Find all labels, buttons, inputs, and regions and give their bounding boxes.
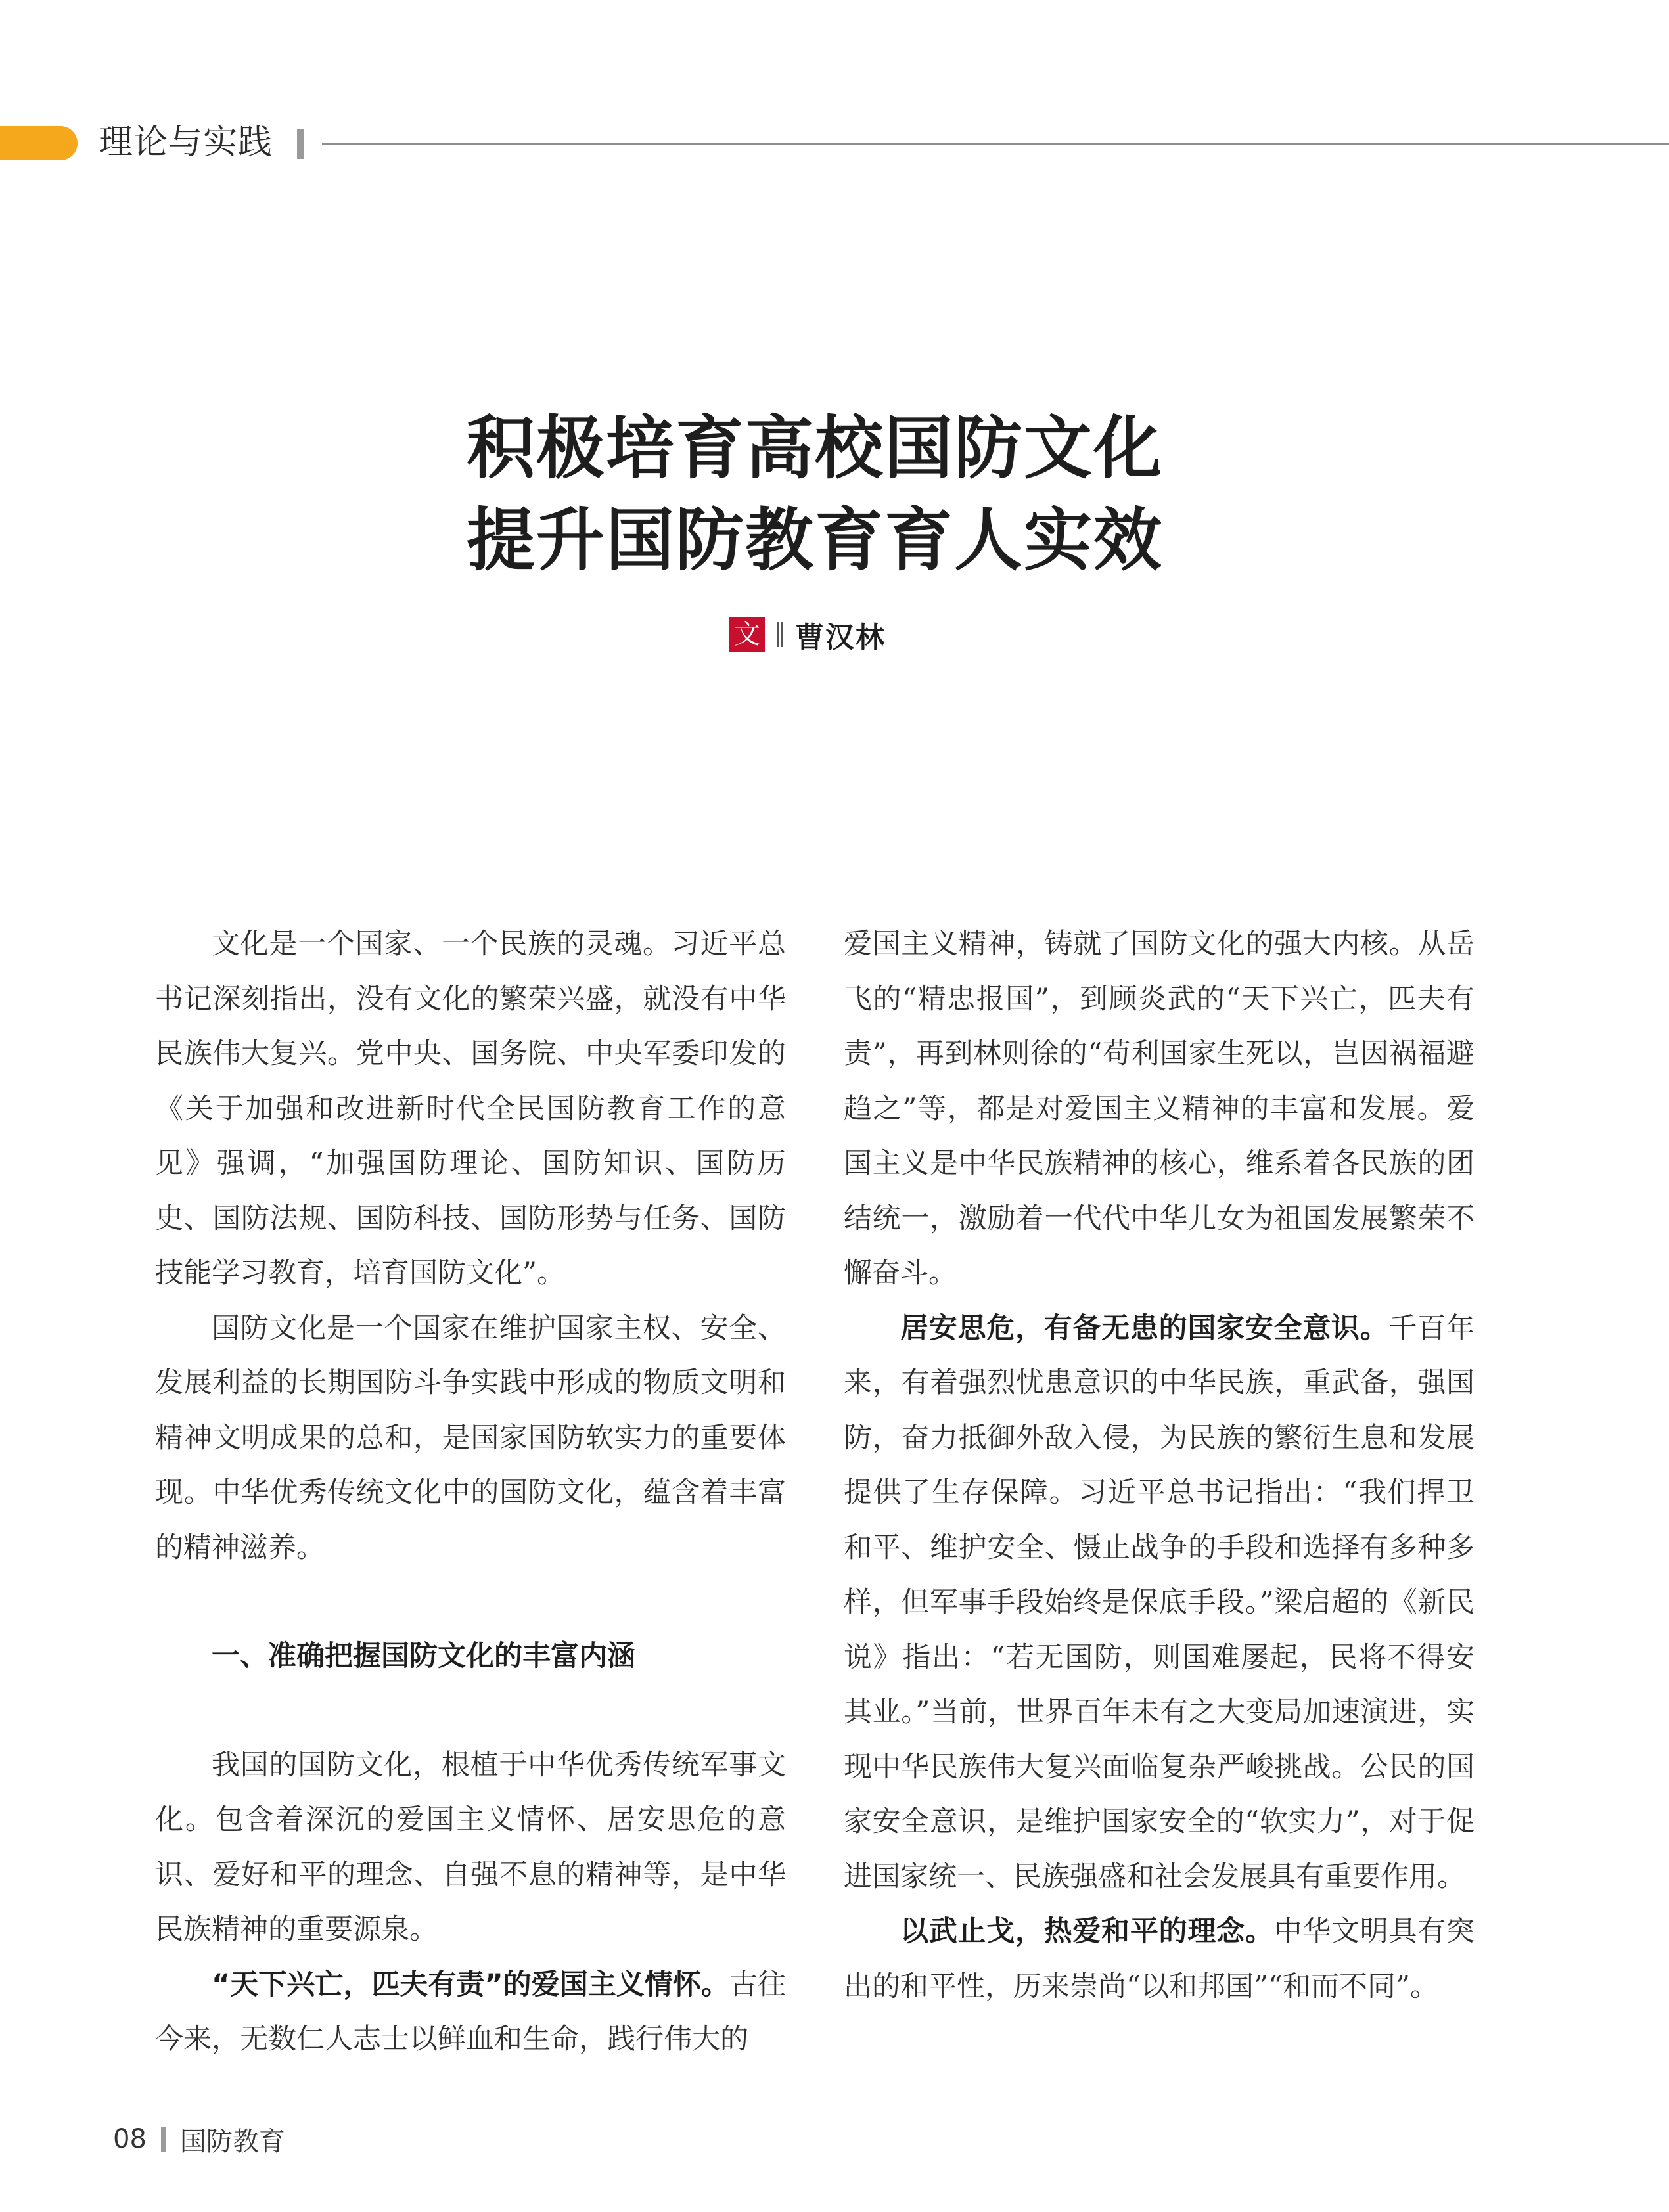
right-paragraph-2-lead: 居安思危，有备无患的国家安全意识。: [900, 1311, 1389, 1345]
left-paragraph-4-text: 古往今来，无数仁人志士以鲜血和生命，践行伟大的: [155, 1968, 786, 2056]
right-paragraph-3-text: 中华文明具有突出的和平性，历来崇尚“以和邦国”“和而不同”。: [844, 1915, 1475, 2003]
section-label: 理论与实践: [99, 123, 273, 162]
author-name: 曹汉林: [795, 621, 886, 654]
magazine-name: 国防教育: [179, 2126, 285, 2157]
left-paragraph-1: 文化是一个国家、一个民族的灵魂。习近平总书记深刻指出，没有文化的繁荣兴盛，就没有中华民族伟大复兴。党中央、国务院、中央军委印发的《关于加强和改进新时代全民国防教育工作的意见》强调，“加强国防理论、国防知识、国防历史、国防法规、国防科技、国防形势与任务、国防技能学习教育，培育国防文化”。: [155, 928, 786, 1290]
byline-separator: [777, 622, 783, 647]
right-paragraph-2: [844, 1301, 1475, 1905]
right-paragraph-3-lead: 以武止戈，热爱和平的理念。: [900, 1915, 1274, 1948]
byline: [729, 615, 886, 654]
section-heading-1: 一、准确把握国防文化的丰富内涵: [212, 1640, 635, 1673]
footer-divider-bar: [161, 2127, 166, 2152]
left-paragraph-4-lead: “天下兴亡，匹夫有责”的爱国主义情怀。: [212, 1968, 729, 2001]
header-rule: [322, 143, 1669, 145]
section-divider-bar: [297, 129, 304, 159]
left-paragraph-2: 国防文化是一个国家在维护国家主权、安全、发展利益的长期国防斗争实践中形成的物质文明和精神文明成果的总和，是国家国防软实力的重要体现。中华优秀传统文化中的国防文化，蕴含着丰富的精神滋养。: [155, 1311, 786, 1564]
right-paragraph-1: 爱国主义精神，铸就了国防文化的强大内核。从岳飞的“精忠报国”，到顾炎武的“天下兴亡，匹夫有责”，再到林则徐的“苟利国家生死以，岂因祸福避趋之”等，都是对爱国主义精神的丰富和发展。爱国主义是中华民族精神的核心，维系着各民族的团结统一，激励着一代代中华儿女为祖国发展繁荣不懈奋斗。: [844, 928, 1475, 1290]
byline-mark: 文: [729, 617, 765, 652]
left-column: [155, 917, 786, 2067]
section-color-tab: [0, 126, 78, 160]
article-title-line-1: 积极培育高校国防文化: [466, 408, 1163, 488]
right-column: [844, 917, 1475, 2014]
right-paragraph-3: [844, 1905, 1475, 2014]
left-paragraph-3: 我国的国防文化，根植于中华优秀传统军事文化。包含着深沉的爱国主义情怀、居安思危的意识、爱好和平的理念、自强不息的精神等，是中华民族精神的重要源泉。: [155, 1748, 786, 1946]
article-title-line-2: 提升国防教育育人实效: [466, 500, 1163, 580]
page-footer: [113, 2119, 285, 2159]
page-number: 08: [113, 2124, 147, 2154]
right-paragraph-2-text: 千百年来，有着强烈忧患意识的中华民族，重武备，强国防，奋力抵御外敌入侵，为民族的繁衍生息和发展提供了生存保障。习近平总书记指出：“我们捍卫和平、维护安全、慑止战争的手段和选择有多种多样，但军事手段始终是保底手段。”梁启超的《新民说》指出：“若无国防，则国难屡起，民将不得安其业。”当前，世界百年未有之大变局加速演进，实现中华民族伟大复兴面临复杂严峻挑战。公民的国家安全意识，是维护国家安全的“软实力”，对于促进国家统一、民族强盛和社会发展具有重要作用。: [844, 1311, 1475, 1893]
left-paragraph-4: [155, 1958, 786, 2067]
